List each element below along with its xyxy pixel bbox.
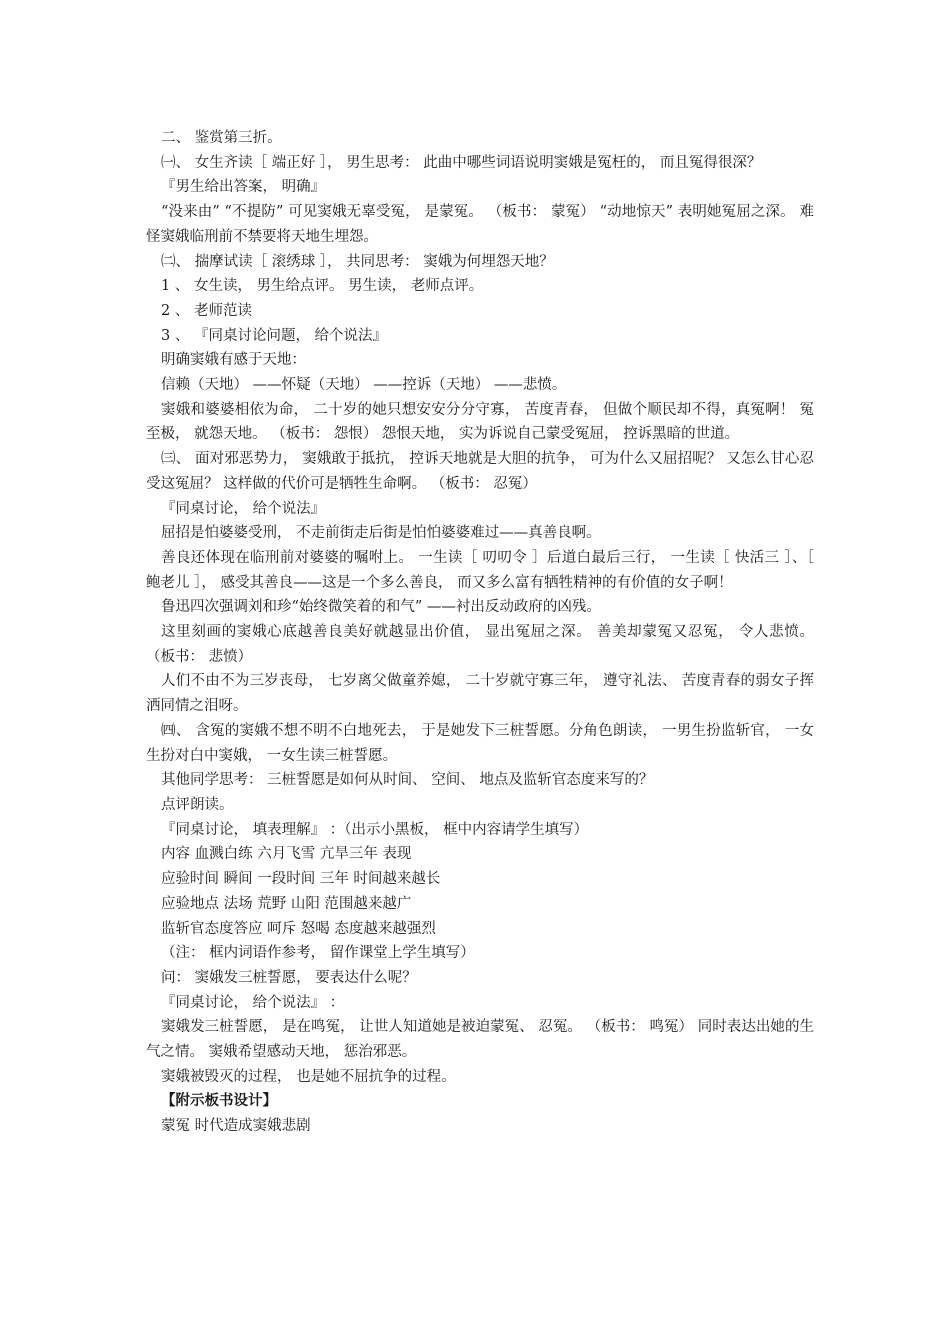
paragraph: 这里刻画的窦娥心底越善良美好就越显出价值， 显出冤屈之深。 善美却蒙冤又忍冤， 令人悲愤。 （板书： 悲愤）	[146, 624, 814, 665]
paragraph: 3 、 『同桌讨论问题， 给个说法』	[161, 327, 388, 344]
paragraph: 问： 窦娥发三桩誓愿， 要表达什么呢？	[161, 969, 417, 986]
paragraph: “没来由” “不提防” 可见窦娥无辜受冤， 是蒙冤。 （板书： 蒙冤） “动地惊天” 表明她冤屈之深。 难怪窦娥临刑前不禁要将天地生埋怨。	[146, 204, 814, 245]
paragraph: 『同桌讨论， 填表理解』 ：（出示小黑板， 框中内容请学生填写）	[161, 821, 589, 838]
table-line: 应验时间 瞬间 一段时间 三年 时间越来越长	[161, 871, 441, 888]
paragraph: 善良还体现在临刑前对婆婆的嘱咐上。 一生读［ 叨叨令 ］后道白最后三行， 一生读［ 快活三 ］、［ 鲍老儿 ］， 感受其善良——这是一个多么善良， 而又多么富有牺牲精神的有价值的女子啊！	[146, 549, 814, 591]
document-body	[146, 126, 814, 1139]
paragraph: ㈢、 面对邪恶势力， 窦娥敢于抵抗， 控诉天地就是大胆的抗争， 可为什么又屈招呢？ 又怎么甘心忍受这冤屈？ 这样做的代价可是牺牲生命啊。 （板书： 忍冤）	[146, 451, 814, 492]
paragraph: 信赖（天地） ——怀疑（天地） ——控诉（天地） ——悲愤。	[161, 377, 567, 394]
paragraph: 人们不由不为三岁丧母， 七岁离父做童养媳， 二十岁就守寡三年， 遵守礼法、 苦度青春的弱女子挥洒同情之泪呀。	[146, 673, 814, 715]
paragraph: 『同桌讨论， 给个说法』 ：	[161, 994, 345, 1011]
paragraph: 其他同学思考： 三桩誓愿是如何从时间、 空间、 地点及监斩官态度来写的？	[161, 772, 654, 789]
paragraph: ㈡、 揣摩试读［ 滚绣球 ］， 共同思考： 窦娥为何埋怨天地？	[161, 253, 554, 270]
paragraph: （注： 框内词语作参考， 留作课堂上学生填写）	[161, 945, 475, 962]
paragraph: 蒙冤 时代造成窦娥悲剧	[161, 1118, 311, 1135]
board-design-heading: 【附示板书设计】	[161, 1092, 277, 1110]
section-heading: 二、 鉴赏第三折。	[161, 130, 282, 146]
paragraph: 1 、 女生读， 男生给点评。 男生读， 老师点评。	[161, 278, 484, 295]
table-line: 监斩官态度答应 呵斥 怒喝 态度越来越强烈	[161, 920, 436, 937]
table-line: 应验地点 法场 荒野 山阳 范围越来越广	[161, 895, 412, 912]
paragraph: 屈招是怕婆婆受刑， 不走前街走后街是怕怕婆婆难过——真善良啊。	[161, 525, 601, 542]
table-line: 内容 血溅白练 六月飞雪 亢旱三年 表现	[161, 846, 412, 863]
paragraph: 点评朗读。	[161, 796, 234, 813]
paragraph: 『男生给出答案， 明确』	[161, 179, 326, 196]
paragraph: 窦娥被毁灭的过程， 也是她不屈抗争的过程。	[161, 1068, 456, 1085]
paragraph: ㈣、 含冤的窦娥不想不明不白地死去， 于是她发下三桩誓愿。分角色朗读， 一男生扮监斩官， 一女生扮对白中窦娥， 一女生读三桩誓愿。	[146, 722, 814, 764]
paragraph: 窦娥和婆婆相依为命， 二十岁的她只想安安分分守寡， 苦度青春， 但做个顺民却不得，真冤啊！ 冤至极， 就怨天地。 （板书： 怨恨） 怨恨天地， 实为诉说自己蒙受冤屈， 控诉黑暗的世道。	[146, 401, 814, 443]
paragraph: 『同桌讨论， 给个说法』	[161, 500, 326, 517]
paragraph: 2 、 老师范读	[161, 302, 252, 319]
paragraph: 明确窦娥有感于天地：	[161, 352, 306, 369]
paragraph: ㈠、 女生齐读［ 端正好 ］， 男生思考： 此曲中哪些词语说明窦娥是冤枉的， 而且冤得很深？	[161, 154, 762, 171]
paragraph: 鲁迅四次强调刘和珍“始终微笑着的和气” ——衬出反动政府的凶残。	[161, 599, 601, 616]
paragraph: 窦娥发三桩誓愿， 是在鸣冤， 让世人知道她是被迫蒙冤、 忍冤。 （板书： 鸣冤） 同时表达出她的生气之情。 窦娥希望感动天地， 惩治邪恶。	[146, 1019, 814, 1061]
